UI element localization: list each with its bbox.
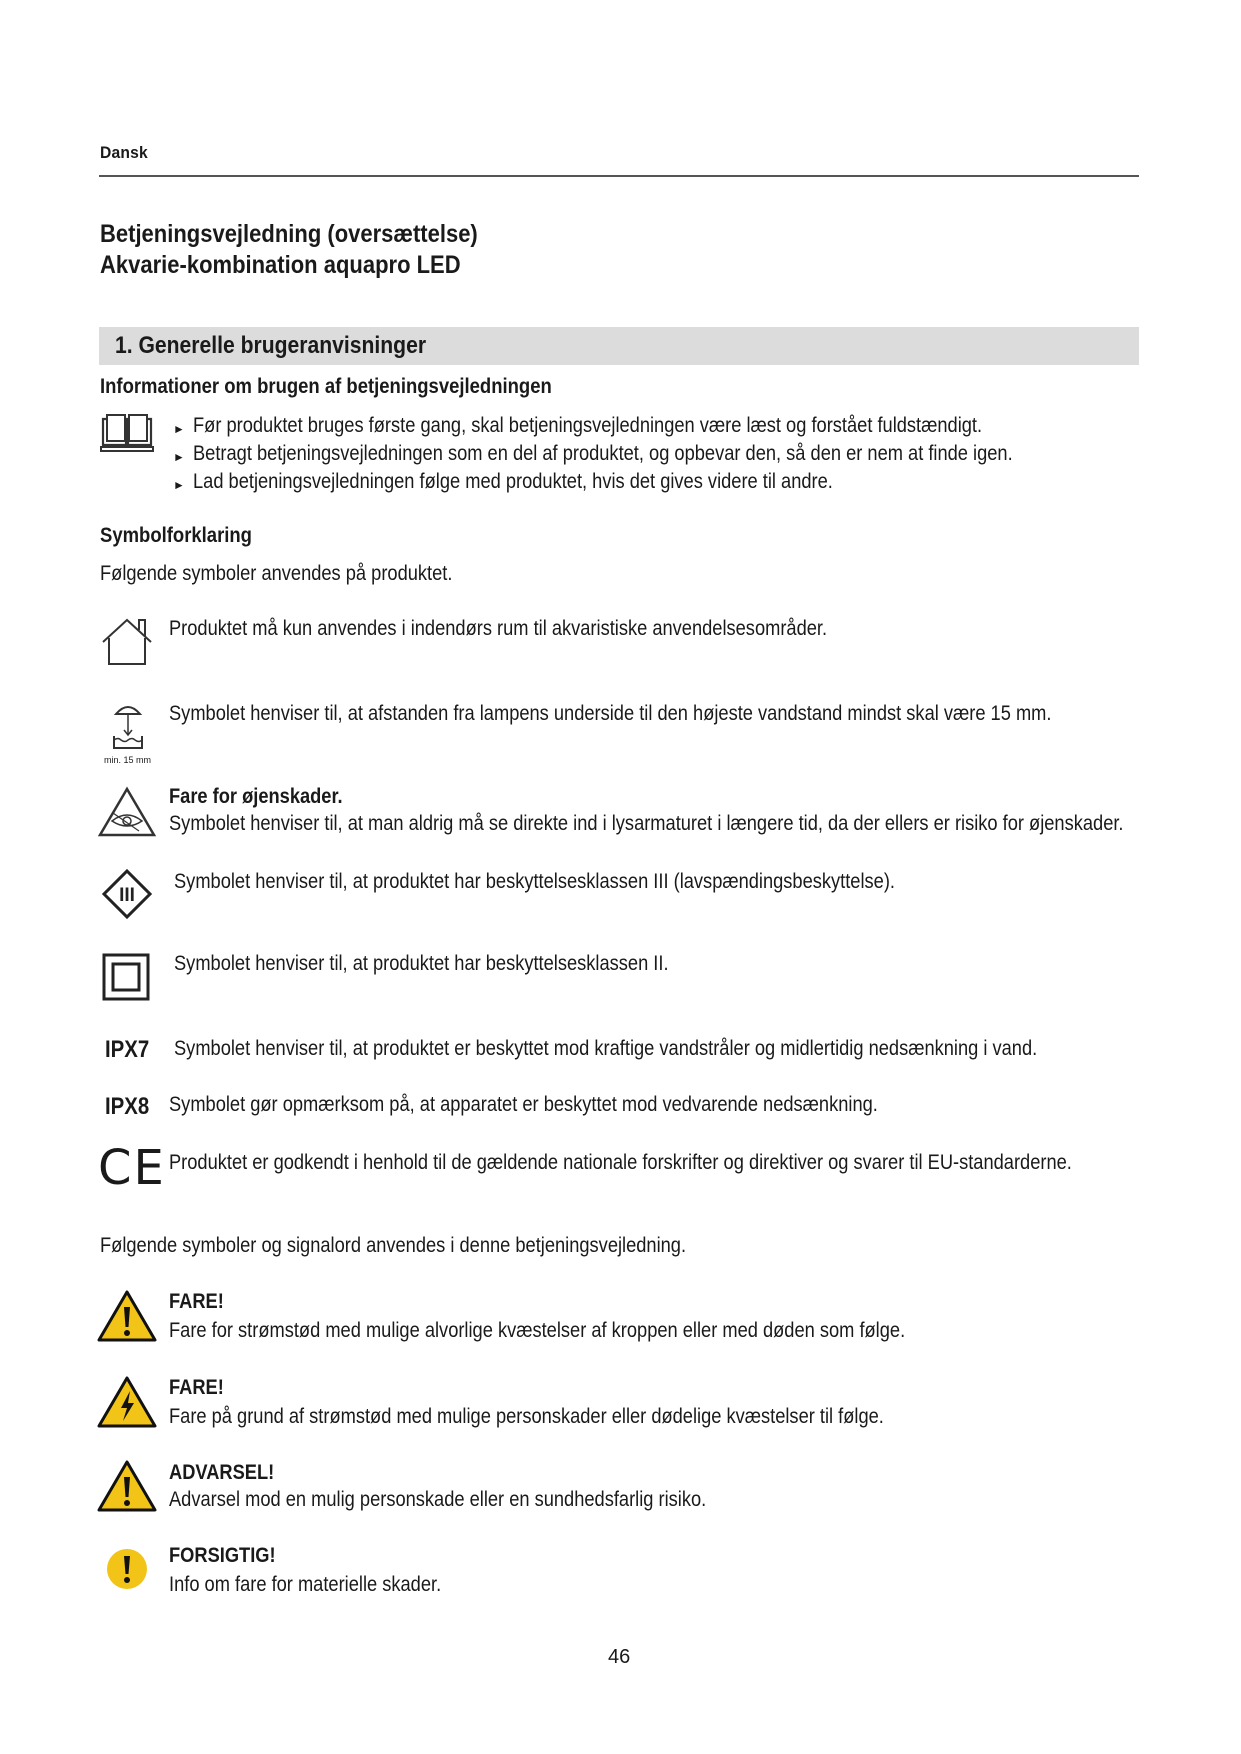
danger-warning-icon [97, 1289, 157, 1343]
bullet-marker: ► [173, 450, 185, 464]
ce-mark: CE [98, 1140, 166, 1196]
ce-description: Produktet er godkendt i henhold til de gældende nationale forskrifter og direktiver og svarer til EU-standarderne. [169, 1151, 1072, 1174]
language-label: Dansk [100, 143, 148, 162]
signal-text: Fare for strømstød med mulige alvorlige kvæstelser af kroppen eller med døden som følge. [169, 1319, 906, 1342]
product-title: Akvarie-kombination aquapro LED [100, 251, 461, 279]
bullet-marker: ► [173, 422, 185, 436]
distance-caption: min. 15 mm [104, 755, 152, 765]
eye-hazard-title: Fare for øjenskader. [169, 785, 343, 808]
info-heading: Informationer om brugen af betjeningsvejledningen [100, 375, 552, 398]
ipx8-label: IPX8 [105, 1093, 150, 1120]
eye-hazard-icon [97, 785, 157, 839]
caution-icon [106, 1548, 148, 1590]
ipx7-description: Symbolet henviser til, at produktet er beskyttet mod kraftige vandstråler og midlertidig nedsænkning i vand. [174, 1037, 1038, 1060]
signal-word: FORSIGTIG! [169, 1544, 276, 1567]
bullet-item: Lad betjeningsvejledningen følge med produktet, hvis det gives videre til andre. [193, 470, 833, 493]
signal-word: FARE! [169, 1376, 224, 1399]
header-rule [99, 175, 1139, 177]
signal-text: Fare på grund af strømstød med mulige personskader eller dødelige kvæstelser til følge. [169, 1405, 884, 1428]
bullet-item: Betragt betjeningsvejledningen som en del af produktet, og opbevar den, så den er nem at finde igen. [193, 442, 1013, 465]
warning-icon [97, 1459, 157, 1513]
protection-class-3-icon [101, 868, 153, 920]
document-title: Betjeningsvejledning (oversættelse) [100, 220, 478, 248]
symbol-intro: Følgende symboler anvendes på produktet. [100, 562, 453, 585]
bullet-marker: ► [173, 478, 185, 492]
signal-text: Advarsel mod en mulig personskade eller en sundhedsfarlig risiko. [169, 1488, 707, 1511]
protection-class-2-icon [102, 953, 150, 1001]
class-3-description: Symbolet henviser til, at produktet har beskyttelsesklassen III (lavspændingsbeskyttelse). [174, 870, 895, 893]
distance-description: Symbolet henviser til, at afstanden fra lampens underside til den højeste vandstand mindst skal være 15 mm. [169, 702, 1052, 725]
page-number: 46 [608, 1646, 631, 1668]
electric-shock-warning-icon [97, 1375, 157, 1429]
indoor-description: Produktet må kun anvendes i indendørs rum til akvaristiske anvendelsesområder. [169, 617, 828, 640]
signal-text: Info om fare for materielle skader. [169, 1573, 442, 1596]
bullet-item: Før produktet bruges første gang, skal betjeningsvejledningen være læst og forstået fuldstændigt. [193, 414, 983, 437]
lamp-distance-icon [108, 700, 148, 752]
ipx7-label: IPX7 [105, 1036, 150, 1063]
eye-hazard-description: Symbolet henviser til, at man aldrig må se direkte ind i lysarmaturet i længere tid, da der ellers er risiko for øjenskader. [169, 812, 1124, 835]
indoor-house-icon [99, 616, 155, 668]
signal-word: ADVARSEL! [169, 1461, 275, 1484]
ipx8-description: Symbolet gør opmærksom på, at apparatet er beskyttet mod vedvarende nedsænkning. [169, 1093, 878, 1116]
signal-intro: Følgende symboler og signalord anvendes i denne betjeningsvejledning. [100, 1234, 687, 1257]
signal-word: FARE! [169, 1290, 224, 1313]
class-3-mark: III [119, 885, 135, 906]
section-title: 1. Generelle brugeranvisninger [115, 332, 427, 359]
book-icon [99, 411, 155, 453]
symbol-heading: Symbolforklaring [100, 524, 252, 547]
class-2-description: Symbolet henviser til, at produktet har beskyttelsesklassen II. [174, 952, 669, 975]
